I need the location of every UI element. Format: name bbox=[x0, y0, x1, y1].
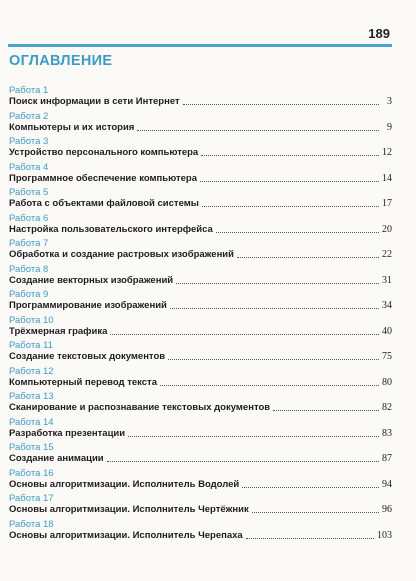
dot-leader bbox=[273, 409, 379, 411]
dot-leader bbox=[237, 256, 379, 258]
dot-leader bbox=[110, 333, 379, 335]
toc-row bbox=[9, 300, 392, 312]
toc-entry bbox=[9, 162, 392, 188]
entry-title: Создание текстовых документов bbox=[9, 351, 166, 362]
entry-title: Обработка и создание растровых изображений bbox=[9, 249, 234, 260]
entry-title: Настройка пользовательского интерфейса bbox=[9, 223, 213, 235]
work-label: Работа 17 bbox=[9, 493, 54, 504]
entry-title: Устройство персонального компьютера bbox=[9, 147, 199, 158]
entry-title: Создание векторных изображений bbox=[9, 274, 174, 286]
toc-entry bbox=[9, 519, 392, 545]
dot-leader bbox=[128, 435, 379, 437]
toc-entry bbox=[9, 417, 392, 443]
work-label: Работа 11 bbox=[9, 340, 53, 351]
entry-page-number: 22 bbox=[382, 249, 392, 260]
entry-page-number: 103 bbox=[377, 529, 392, 541]
toc-row bbox=[9, 326, 392, 338]
toc-row bbox=[9, 479, 392, 491]
dot-leader bbox=[201, 154, 379, 156]
toc-entry bbox=[9, 187, 392, 213]
entry-page-number: 3 bbox=[387, 96, 392, 107]
entry-title: Компьютеры и их история bbox=[9, 121, 135, 133]
toc-entry bbox=[9, 238, 392, 264]
work-label: Работа 8 bbox=[9, 263, 49, 275]
work-label: Работа 16 bbox=[9, 467, 54, 479]
work-label: Работа 4 bbox=[9, 161, 49, 173]
toc-row bbox=[9, 428, 392, 440]
dot-leader bbox=[107, 460, 379, 462]
work-label: Работа 14 bbox=[9, 416, 54, 428]
entry-title: Основы алгоритмизации. Исполнитель Водолей bbox=[9, 478, 240, 490]
dot-leader bbox=[160, 384, 379, 386]
toc-row bbox=[9, 504, 392, 516]
entry-title: Основы алгоритмизации. Исполнитель Чертёжник bbox=[9, 504, 249, 515]
dot-leader bbox=[216, 231, 379, 233]
work-label: Работа 3 bbox=[9, 136, 49, 147]
toc-row bbox=[9, 147, 392, 159]
work-label: Работа 13 bbox=[9, 391, 54, 402]
toc-row bbox=[9, 96, 392, 108]
toc-row bbox=[9, 224, 392, 236]
dot-leader bbox=[200, 180, 379, 182]
toc-row bbox=[9, 377, 392, 389]
entry-page-number: 14 bbox=[382, 172, 392, 184]
entry-title: Программирование изображений bbox=[9, 300, 167, 311]
entry-page-number: 12 bbox=[382, 147, 392, 158]
page-number: 189 bbox=[368, 26, 390, 41]
toc-entry bbox=[9, 315, 392, 341]
entry-page-number: 20 bbox=[382, 223, 392, 235]
toc-row bbox=[9, 351, 392, 363]
work-label: Работа 10 bbox=[9, 314, 54, 326]
entry-page-number: 82 bbox=[382, 402, 392, 413]
toc-list bbox=[9, 85, 392, 544]
dot-leader bbox=[137, 129, 379, 131]
toc-entry bbox=[9, 213, 392, 239]
toc-row bbox=[9, 173, 392, 185]
dot-leader bbox=[246, 537, 374, 539]
entry-page-number: 87 bbox=[382, 453, 392, 464]
toc-row bbox=[9, 249, 392, 261]
toc-entry bbox=[9, 391, 392, 417]
toc-entry bbox=[9, 136, 392, 162]
entry-page-number: 96 bbox=[382, 504, 392, 515]
dot-leader bbox=[252, 511, 379, 513]
entry-title: Создание анимации bbox=[9, 453, 104, 464]
toc-entry bbox=[9, 366, 392, 392]
work-label: Работа 5 bbox=[9, 187, 49, 198]
work-label: Работа 15 bbox=[9, 442, 54, 453]
work-label: Работа 9 bbox=[9, 289, 49, 300]
work-label: Работа 6 bbox=[9, 212, 49, 224]
toc-row bbox=[9, 122, 392, 134]
toc-entry bbox=[9, 442, 392, 468]
toc-entry bbox=[9, 340, 392, 366]
toc-entry bbox=[9, 289, 392, 315]
entry-page-number: 94 bbox=[382, 478, 392, 490]
entry-title: Работа с объектами файловой системы bbox=[9, 198, 199, 209]
dot-leader bbox=[183, 103, 379, 105]
work-label: Работа 2 bbox=[9, 110, 49, 122]
entry-page-number: 75 bbox=[382, 351, 392, 362]
entry-page-number: 80 bbox=[382, 376, 392, 388]
header-rule bbox=[8, 44, 392, 47]
entry-title: Программное обеспечение компьютера bbox=[9, 172, 198, 184]
toc-row bbox=[9, 530, 392, 542]
entry-page-number: 40 bbox=[382, 325, 392, 337]
dot-leader bbox=[168, 358, 379, 360]
entry-page-number: 31 bbox=[382, 274, 392, 286]
work-label: Работа 7 bbox=[9, 238, 49, 249]
toc-entry bbox=[9, 85, 392, 111]
dot-leader bbox=[242, 486, 379, 488]
dot-leader bbox=[202, 205, 379, 207]
entry-title: Сканирование и распознавание текстовых документов bbox=[9, 402, 271, 413]
entry-title: Основы алгоритмизации. Исполнитель Черепаха bbox=[9, 529, 243, 541]
work-label: Работа 18 bbox=[9, 518, 54, 530]
toc-title: ОГЛАВЛЕНИЕ bbox=[9, 53, 113, 69]
toc-row bbox=[9, 198, 392, 210]
entry-title: Поиск информации в сети Интернет bbox=[9, 96, 180, 107]
toc-row bbox=[9, 453, 392, 465]
entry-page-number: 9 bbox=[387, 121, 392, 133]
toc-row bbox=[9, 402, 392, 414]
dot-leader bbox=[176, 282, 379, 284]
toc-entry bbox=[9, 468, 392, 494]
entry-title: Трёхмерная графика bbox=[9, 325, 108, 337]
entry-page-number: 83 bbox=[382, 427, 392, 439]
entry-title: Компьютерный перевод текста bbox=[9, 376, 157, 388]
entry-page-number: 34 bbox=[382, 300, 392, 311]
toc-entry bbox=[9, 493, 392, 519]
work-label: Работа 1 bbox=[9, 85, 49, 96]
dot-leader bbox=[170, 307, 379, 309]
toc-entry bbox=[9, 111, 392, 137]
entry-page-number: 17 bbox=[382, 198, 392, 209]
work-label: Работа 12 bbox=[9, 365, 54, 377]
toc-row bbox=[9, 275, 392, 287]
entry-title: Разработка презентации bbox=[9, 427, 126, 439]
toc-entry bbox=[9, 264, 392, 290]
